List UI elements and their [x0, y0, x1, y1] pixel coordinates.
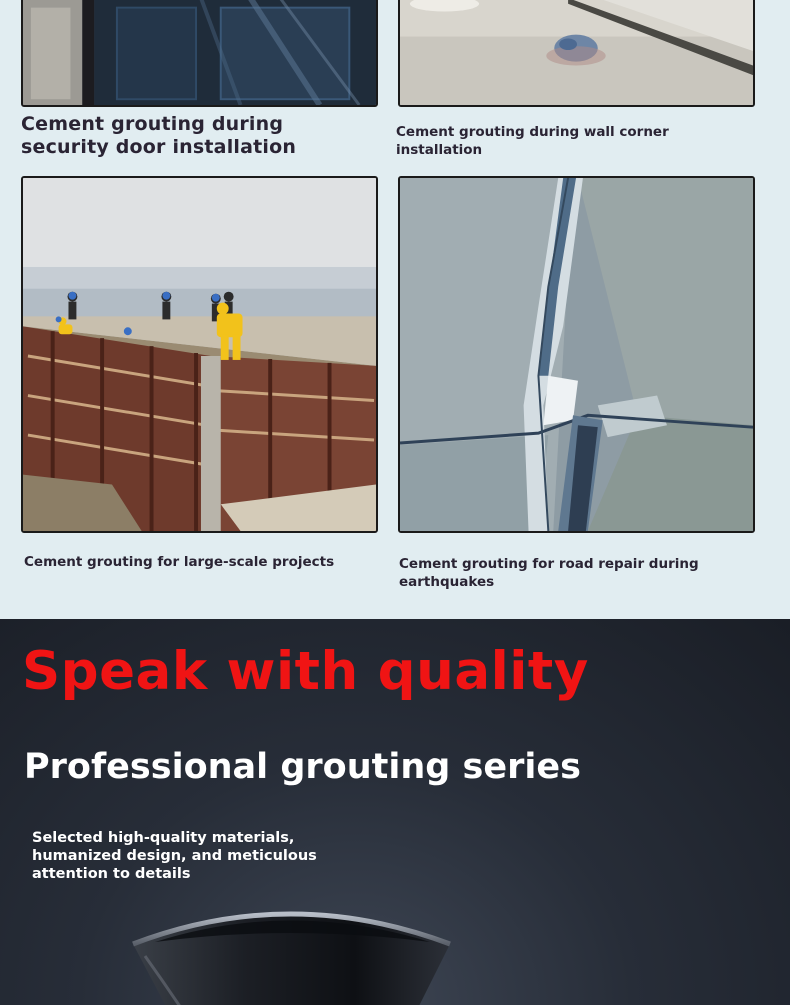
wall-corner-photo	[398, 0, 755, 107]
caption-security-door: Cement grouting during security door installation	[21, 113, 297, 158]
construction-site-photo	[21, 176, 378, 533]
caption-wall-corner: Cement grouting during wall corner installation	[396, 124, 669, 158]
promo-description: Selected high-quality materials, humanized design, and meticulous attention to details	[32, 830, 317, 882]
caption-large-projects: Cement grouting for large-scale projects	[24, 554, 335, 570]
security-door-photo	[21, 0, 378, 107]
promo-banner	[0, 619, 790, 1005]
cracked-road-photo	[398, 176, 755, 533]
promo-headline: Speak with quality	[22, 641, 589, 702]
caption-road-repair: Cement grouting for road repair during earthquakes	[399, 556, 699, 590]
promo-subhead: Professional grouting series	[24, 747, 581, 787]
grout-bag-product-image	[125, 904, 460, 1005]
